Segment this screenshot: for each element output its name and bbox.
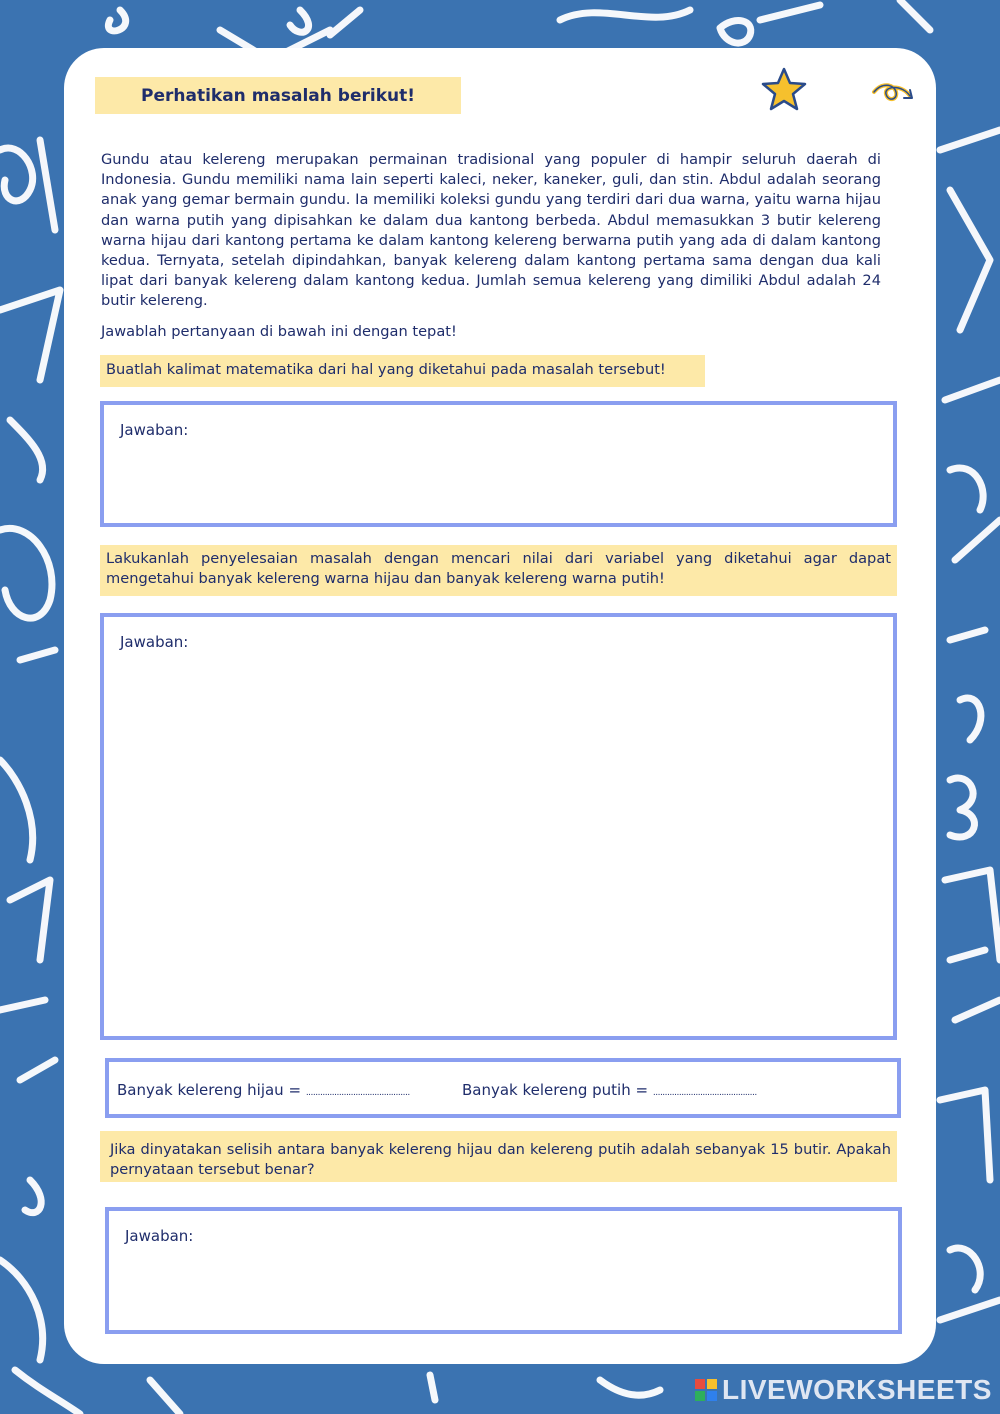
problem-story: Gundu atau kelereng merupakan permainan tradisional yang populer di hampir seluruh daerah di Indonesia. Gundu memiliki nama lain seperti kaleci, neker, kaneker, guli, dan stin. Abdul adalah seorang anak yang gemar bermain gundu. Ia memiliki koleksi gundu yang terdiri dari dua warna, yaitu warna hijau dan warna putih yang dipisahkan ke dalam dua kantong berbeda. Abdul memasukkan 3 butir kelereng warna hijau dari kantong pertama ke dalam kantong kelereng berwarna putih yang ada di dalam kantong kedua. Ternyata, setelah dipindahkan, banyak kelereng dalam kantong pertama sama dengan dua kali lipat dari banyak kelereng dalam kantong kedua. Jumlah semua kelereng yang dimiliki Abdul adalah 24 butir kelereng. [101, 151, 881, 310]
question-1-prompt [100, 355, 705, 387]
answer-box-1[interactable] [100, 401, 897, 527]
brand-text: LIVEWORKSHEETS [722, 1374, 992, 1405]
swirl-arrow-icon [868, 78, 920, 114]
star-icon [760, 66, 808, 112]
liveworksheets-brand[interactable] [694, 1374, 992, 1406]
page-title: Perhatikan masalah berikut! [95, 77, 461, 114]
white-count-blank[interactable]: ............................................ [652, 1088, 757, 1098]
question-2-prompt [100, 545, 897, 596]
question-3-prompt [100, 1131, 897, 1182]
white-count-label: Banyak kelereng putih = [462, 1081, 649, 1099]
green-count-label: Banyak kelereng hijau = [117, 1081, 302, 1099]
answer-box-2[interactable] [100, 613, 897, 1040]
white-count-field[interactable] [462, 1081, 757, 1099]
answer-box-3[interactable] [105, 1207, 902, 1334]
green-count-blank[interactable]: ............................................ [305, 1088, 410, 1098]
green-count-field[interactable] [117, 1081, 410, 1099]
answer-label-2: Jawaban: [120, 633, 189, 651]
question-2-text: Lakukanlah penyelesaian masalah dengan mencari nilai dari variabel yang diketahui agar dapat mengetahui banyak kelereng warna hijau dan banyak kelereng warna putih! [106, 550, 891, 588]
instruction-text: Jawablah pertanyaan di bawah ini dengan tepat! [101, 323, 457, 340]
fill-in-row [105, 1058, 901, 1118]
liveworksheets-logo-icon [694, 1378, 718, 1402]
question-1-text: Buatlah kalimat matematika dari hal yang diketahui pada masalah tersebut! [106, 361, 666, 378]
answer-label-1: Jawaban: [120, 421, 189, 439]
question-3-text: Jika dinyatakan selisih antara banyak kelereng hijau dan kelereng putih adalah sebanyak 15 butir. Apakah pernyataan tersebut benar? [110, 1141, 891, 1179]
answer-label-3: Jawaban: [125, 1227, 194, 1245]
